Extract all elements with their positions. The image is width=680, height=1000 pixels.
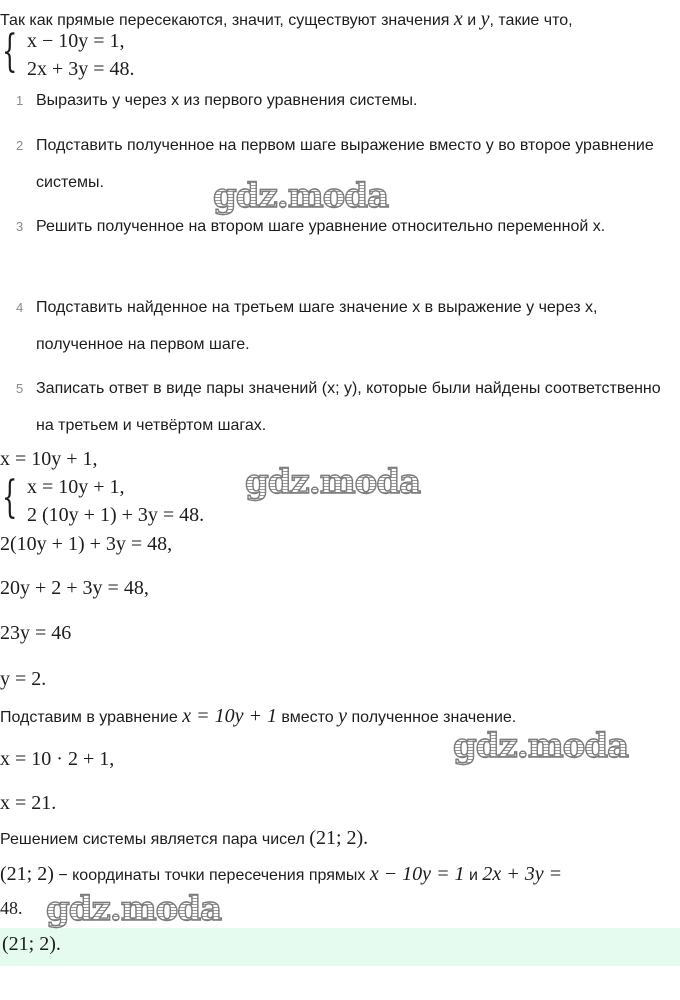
equation-substituted: 2(10y + 1) + 3y = 48, [0,533,173,555]
coord-math: (21; 2) [0,863,54,885]
step-3-text: Решить полученное на втором шаге уравнение относительно переменной x. [36,218,606,235]
answer-value: (21; 2). [2,933,61,955]
system1-row-2: 2x + 3y = 48. [27,58,135,80]
step-2-text: Подставить полученное на первом шаге выражение вместо y во второе уравнение системы. [36,137,654,191]
coordinates-sentence-tail: 48. [0,898,23,918]
equation-simplified: 23y = 46 [0,622,72,644]
answer-highlight [0,928,680,966]
intro-text-before: Так как прямые пересекаются, значит, существуют значения [0,12,454,29]
result-math: (21; 2). [309,827,369,849]
coordinates-sentence [0,863,562,886]
subst-text-c: полученное значение. [347,709,517,726]
watermark-logo: gdz.moda [453,726,629,766]
equation-y-value: y = 2. [0,668,47,690]
watermark-logo: gdz.moda [213,176,389,216]
coord-text: − координаты точки пересечения прямых [53,867,370,884]
step-1-text: Выразить y через x из первого уравнения системы. [36,92,418,109]
watermark-logo: gdz.moda [46,889,222,929]
subst-text-b: вместо [276,709,339,726]
result-text: Решением системы является пара чисел [0,831,310,848]
system1-row-1: x − 10y = 1, [27,30,125,52]
left-brace-icon: { [2,26,18,77]
left-brace-icon: { [2,472,18,523]
intro-line [0,8,573,31]
step-4-number: 4 [16,300,24,315]
equation-x-value: x = 21. [0,792,57,814]
intro-text-after: , такие что, [489,12,573,29]
equation-x-computation: x = 10 · 2 + 1, [0,748,115,770]
system2-row-1: x = 10y + 1, [27,476,125,498]
step-1-number: 1 [16,93,24,108]
intro-and: и [462,12,481,29]
coord-and: и [464,867,483,884]
intro-var-y: y [480,8,490,30]
subst-var: y [338,705,348,727]
coord-line-2: 2x + 3y = [482,863,563,885]
system2-row-2: 2 (10y + 1) + 3y = 48. [27,504,205,526]
step-5-text: Записать ответ в виде пары значений (x; y), которые были найдены соответственно на третьем и четвёртом шагах. [36,380,661,434]
subst-math: x = 10y + 1 [182,705,277,727]
step-4-text: Подставить найденное на третьем шаге значение x в выражение y через x, полученное на первом шаге. [36,299,598,353]
equation-x-expressed: x = 10y + 1, [0,448,98,470]
step-2-number: 2 [16,138,24,153]
intro-var-x: x [453,8,463,30]
equation-expanded: 20y + 2 + 3y = 48, [0,577,149,599]
watermark-logo: gdz.moda [245,462,421,502]
step-5-number: 5 [16,381,24,396]
step-3-number: 3 [16,219,24,234]
subst-text-a: Подставим в уравнение [0,709,183,726]
result-sentence [0,827,368,850]
coord-line-1: x − 10y = 1 [369,863,465,885]
substitution-sentence [0,705,516,728]
